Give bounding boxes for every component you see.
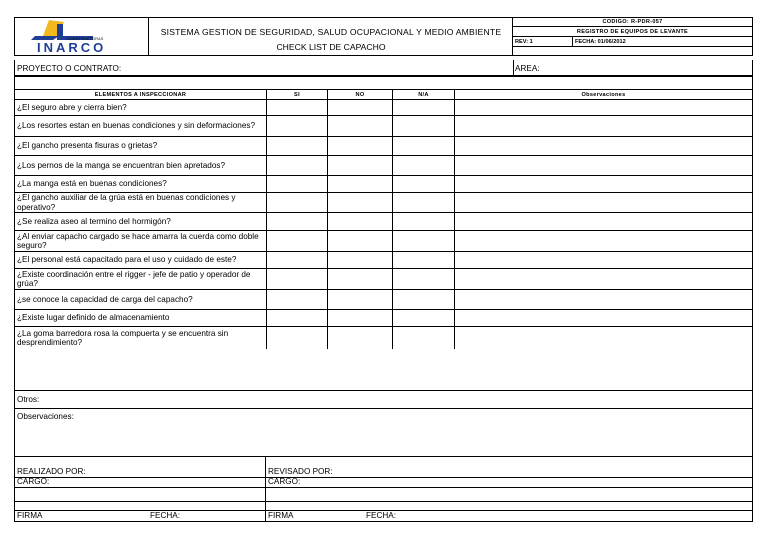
question-text: ¿Se realiza aseo al termino del hormigón? (15, 213, 267, 231)
answer-no-cell[interactable] (328, 156, 393, 176)
answer-na-cell[interactable] (393, 252, 455, 269)
checklist-title: CHECK LIST DE CAPACHO (276, 42, 386, 52)
area-label: AREA: (515, 64, 540, 73)
observation-cell[interactable] (455, 310, 752, 327)
logo-cell (15, 18, 149, 55)
question-text: ¿Existe coordinación entre el rigger - jefe de patio y operador de grúa? (15, 269, 267, 290)
answer-na-cell[interactable] (393, 269, 455, 290)
fecha-label-right: FECHA: (366, 511, 397, 520)
otros-label: Otros: (17, 395, 40, 404)
answer-si-cell[interactable] (267, 252, 328, 269)
question-text: ¿Existe lugar definido de almacenamiento (15, 310, 267, 327)
col-no-header: NO (328, 90, 393, 100)
spacer-row (14, 77, 753, 89)
answer-na-cell[interactable] (393, 213, 455, 231)
answer-no-cell[interactable] (328, 100, 393, 116)
realizado-label: REALIZADO POR: (17, 467, 86, 476)
firma-label-right: FIRMA (268, 511, 294, 520)
observation-cell[interactable] (455, 137, 752, 156)
answer-na-cell[interactable] (393, 310, 455, 327)
title-cell (149, 18, 513, 55)
checklist-table (14, 89, 753, 391)
answer-no-cell[interactable] (328, 176, 393, 193)
observaciones-box[interactable] (14, 409, 753, 457)
answer-no-cell[interactable] (328, 193, 393, 213)
observation-cell[interactable] (455, 213, 752, 231)
answer-si-cell[interactable] (267, 137, 328, 156)
project-label: PROYECTO O CONTRATO: (17, 64, 122, 73)
observation-cell[interactable] (455, 156, 752, 176)
col-si-header: SI (267, 90, 328, 100)
code-cell (513, 18, 752, 55)
answer-si-cell[interactable] (267, 100, 328, 116)
answer-na-cell[interactable] (393, 290, 455, 310)
col-na-header: N/A (393, 90, 455, 100)
col-obs-header: Observaciones (455, 90, 752, 100)
observation-cell[interactable] (455, 290, 752, 310)
footer-line-2 (15, 487, 752, 488)
observation-cell[interactable] (455, 193, 752, 213)
answer-no-cell[interactable] (328, 269, 393, 290)
answer-si-cell[interactable] (267, 116, 328, 137)
firma-label-left: FIRMA (17, 511, 43, 520)
revisado-label: REVISADO POR: (268, 467, 333, 476)
answer-si-cell[interactable] (267, 176, 328, 193)
question-text: ¿El seguro abre y cierra bien? (15, 100, 267, 116)
question-text: ¿Al enviar capacho cargado se hace amarra la cuerda como doble seguro? (15, 231, 267, 252)
answer-na-cell[interactable] (393, 176, 455, 193)
answer-si-cell[interactable] (267, 269, 328, 290)
project-row (14, 60, 753, 76)
observation-cell[interactable] (455, 231, 752, 252)
date-label: FECHA: 01/06/2012 (575, 39, 626, 45)
header-block (14, 17, 753, 56)
answer-si-cell[interactable] (267, 231, 328, 252)
otros-row (14, 391, 753, 409)
question-text: ¿La manga está en buenas condiciones? (15, 176, 267, 193)
observation-cell[interactable] (455, 327, 752, 349)
fecha-label-left: FECHA: (150, 511, 181, 520)
answer-na-cell[interactable] (393, 327, 455, 349)
answer-na-cell[interactable] (393, 193, 455, 213)
answer-na-cell[interactable] (393, 100, 455, 116)
cargo-label-left: CARGO: (17, 477, 50, 486)
question-text: ¿Los pernos de la manga se encuentran bien apretados? (15, 156, 267, 176)
observation-cell[interactable] (455, 252, 752, 269)
observation-cell[interactable] (455, 269, 752, 290)
answer-si-cell[interactable] (267, 290, 328, 310)
answer-no-cell[interactable] (328, 137, 393, 156)
answer-si-cell[interactable] (267, 213, 328, 231)
logo-subtext: CONSTRUCTORAS (67, 37, 104, 41)
answer-na-cell[interactable] (393, 137, 455, 156)
answer-si-cell[interactable] (267, 327, 328, 349)
answer-no-cell[interactable] (328, 116, 393, 137)
observation-cell[interactable] (455, 100, 752, 116)
col-elements-header: ELEMENTOS A INSPECCIONAR (15, 90, 267, 100)
answer-si-cell[interactable] (267, 156, 328, 176)
observaciones-label: Observaciones: (17, 412, 74, 421)
logo-wordmark: INARCO (37, 40, 107, 55)
registry-label: REGISTRO DE EQUIPOS DE LEVANTE (513, 27, 752, 37)
answer-no-cell[interactable] (328, 213, 393, 231)
footer-block (14, 457, 753, 522)
answer-no-cell[interactable] (328, 327, 393, 349)
question-text: ¿se conoce la capacidad de carga del capacho? (15, 290, 267, 310)
answer-no-cell[interactable] (328, 310, 393, 327)
question-text: ¿La goma barredora rosa la compuerta y se encuentra sin desprendimiento? (15, 327, 267, 349)
question-text: ¿Los resortes estan en buenas condiciones y sin deformaciones? (15, 116, 267, 137)
answer-no-cell[interactable] (328, 231, 393, 252)
rev-row-line (513, 46, 752, 47)
rev-label: REV: 1 (515, 39, 533, 45)
footer-line-1 (15, 477, 752, 478)
rev-divider (572, 37, 573, 46)
question-text: ¿El gancho auxiliar de la grúa está en buenas condiciones y operativo? (15, 193, 267, 213)
answer-na-cell[interactable] (393, 231, 455, 252)
question-text: ¿El personal está capacitado para el uso y cuidado de este? (15, 252, 267, 269)
cargo-label-right: CARGO: (268, 477, 301, 486)
question-text: ¿El gancho presenta fisuras o grietas? (15, 137, 267, 156)
answer-si-cell[interactable] (267, 193, 328, 213)
answer-na-cell[interactable] (393, 116, 455, 137)
observation-cell[interactable] (455, 176, 752, 193)
answer-no-cell[interactable] (328, 290, 393, 310)
observation-cell[interactable] (455, 116, 752, 137)
code-label: CODIGO: R-PDR-057 (513, 18, 752, 27)
footer-line-3 (15, 501, 752, 502)
answer-na-cell[interactable] (393, 156, 455, 176)
answer-si-cell[interactable] (267, 310, 328, 327)
system-title: SISTEMA GESTION DE SEGURIDAD, SALUD OCUPACIONAL Y MEDIO AMBIENTE (160, 27, 502, 37)
answer-no-cell[interactable] (328, 252, 393, 269)
